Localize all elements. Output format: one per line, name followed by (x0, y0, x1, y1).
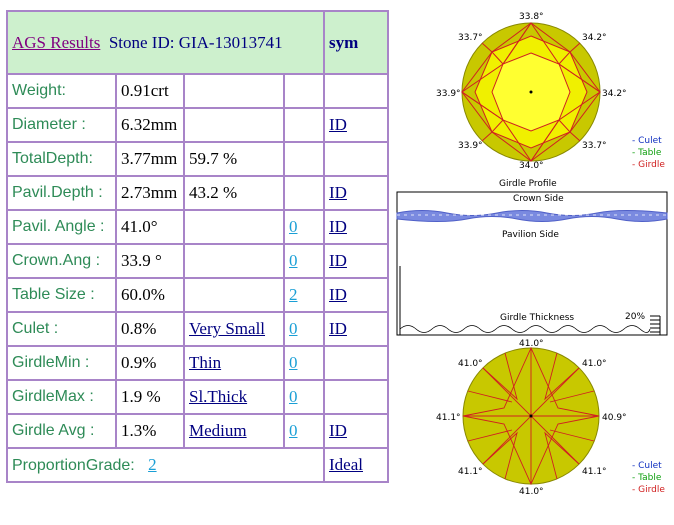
row-id-link-cell (324, 312, 388, 346)
row-extra[interactable]: Thin (189, 353, 222, 372)
row-value-cell (116, 142, 184, 176)
row-value: 1.9 % (121, 387, 161, 406)
legend-top (632, 136, 665, 170)
row-value: 2.73mm (121, 183, 178, 202)
row-id-link-cell (324, 108, 388, 142)
sym-header: sym (324, 11, 388, 74)
row-extra-cell (184, 346, 284, 380)
row-id-link-cell (324, 210, 388, 244)
row-id-link[interactable]: ID (329, 251, 347, 270)
row-num-cell (284, 346, 324, 380)
row-id-link-cell (324, 380, 388, 414)
row-label: Crown.Ang : (12, 252, 101, 269)
row-extra[interactable]: Medium (189, 421, 247, 440)
row-label: Pavil. Angle : (12, 218, 105, 235)
pavilion-side-label: Pavilion Side (502, 230, 559, 240)
table-row (7, 176, 388, 210)
row-label: Table Size : (12, 286, 95, 303)
row-label: TotalDepth: (12, 150, 93, 167)
row-label: Girdle Avg : (12, 422, 95, 439)
row-value: 1.3% (121, 421, 157, 440)
row-extra-cell (184, 312, 284, 346)
row-value-cell (116, 74, 184, 108)
row-id-link[interactable]: ID (329, 285, 347, 304)
row-label-cell (7, 176, 116, 210)
row-num-cell (284, 414, 324, 448)
row-extra[interactable]: Sl.Thick (189, 387, 248, 406)
row-num-cell (284, 210, 324, 244)
proportion-grade-cell (7, 448, 324, 482)
row-extra-cell (184, 210, 284, 244)
girdle-percent-label: 20% (625, 312, 646, 322)
row-extra-cell (184, 176, 284, 210)
row-label-cell (7, 278, 116, 312)
girdle-profile (397, 179, 667, 335)
legend-culet: - Culet (632, 136, 662, 146)
row-id-link-cell (324, 414, 388, 448)
row-label-cell (7, 380, 116, 414)
row-extra: 43.2 % (189, 183, 238, 202)
table-row (7, 108, 388, 142)
row-extra-cell (184, 414, 284, 448)
crown-side-label: Crown Side (513, 194, 564, 204)
pavilion-angle-bottom-right: 41.1° (582, 467, 607, 477)
row-num-cell (284, 74, 324, 108)
table-row (7, 312, 388, 346)
row-value-cell (116, 312, 184, 346)
row-id-link[interactable]: ID (329, 421, 347, 440)
row-extra-cell (184, 108, 284, 142)
table-row (7, 346, 388, 380)
pavilion-angle-bottom: 41.0° (519, 487, 544, 497)
row-num-cell (284, 108, 324, 142)
row-id-link-cell (324, 278, 388, 312)
row-value: 0.8% (121, 319, 157, 338)
row-num-cell (284, 142, 324, 176)
row-label: Weight: (12, 82, 66, 99)
row-label: Diameter : (12, 116, 86, 133)
table-row (7, 278, 388, 312)
table-row (7, 142, 388, 176)
legend-girdle: - Girdle (632, 160, 665, 170)
row-id-link-cell (324, 142, 388, 176)
girdle-thickness-label: Girdle Thickness (500, 313, 575, 323)
diagram-svg (392, 6, 674, 520)
row-extra: 59.7 % (189, 149, 238, 168)
row-value-cell (116, 244, 184, 278)
row-num[interactable]: 0 (289, 353, 298, 372)
legend-culet-2: - Culet (632, 461, 662, 471)
row-num[interactable]: 0 (289, 319, 298, 338)
row-extra-cell (184, 380, 284, 414)
crown-angle-top: 33.8° (519, 12, 544, 22)
pavilion-angle-top: 41.0° (519, 339, 544, 349)
crown-top-view (436, 12, 627, 171)
crown-angle-bottom: 34.0° (519, 161, 544, 171)
row-value-cell (116, 210, 184, 244)
row-value-cell (116, 380, 184, 414)
row-extra[interactable]: Very Small (189, 319, 266, 338)
ideal-link[interactable]: Ideal (329, 455, 363, 474)
pavilion-angle-left: 41.1° (436, 413, 461, 423)
row-label-cell (7, 312, 116, 346)
table-row (7, 414, 388, 448)
row-id-link-cell (324, 244, 388, 278)
row-label-cell (7, 108, 116, 142)
row-value-cell (116, 108, 184, 142)
crown-angle-top-left: 33.7° (458, 33, 483, 43)
row-extra-cell (184, 142, 284, 176)
row-value-cell (116, 278, 184, 312)
ideal-cell (324, 448, 388, 482)
legend-girdle-2: - Girdle (632, 485, 665, 495)
diagram-panel (392, 6, 674, 520)
row-num-cell (284, 176, 324, 210)
table-row (7, 74, 388, 108)
row-label: GirdleMin : (12, 354, 90, 371)
row-value-cell (116, 346, 184, 380)
row-label-cell (7, 142, 116, 176)
proportion-grade-label: ProportionGrade: (12, 457, 135, 474)
row-label-cell (7, 74, 116, 108)
row-value: 0.9% (121, 353, 157, 372)
legend-table-2: - Table (632, 473, 662, 483)
table-row (7, 244, 388, 278)
crown-angle-top-right: 34.2° (582, 33, 607, 43)
row-label-cell (7, 244, 116, 278)
row-value-cell (116, 176, 184, 210)
row-num-cell (284, 380, 324, 414)
row-id-link-cell (324, 176, 388, 210)
row-num-cell (284, 278, 324, 312)
row-id-link-cell (324, 346, 388, 380)
proportion-grade-value[interactable]: 2 (148, 455, 157, 474)
row-extra-cell (184, 74, 284, 108)
results-table (6, 10, 389, 483)
row-num[interactable]: 0 (289, 251, 298, 270)
row-extra-cell (184, 278, 284, 312)
row-value: 41.0° (121, 217, 158, 236)
pavilion-angle-bottom-left: 41.1° (458, 467, 483, 477)
row-id-link[interactable]: ID (329, 183, 347, 202)
row-label-cell (7, 414, 116, 448)
crown-angle-bottom-left: 33.9° (458, 141, 483, 151)
pavilion-angle-right: 40.9° (602, 413, 627, 423)
row-id-link-cell (324, 74, 388, 108)
row-value: 0.91crt (121, 81, 169, 100)
row-value: 60.0% (121, 285, 165, 304)
row-value: 3.77mm (121, 149, 178, 168)
row-id-link[interactable]: ID (329, 217, 347, 236)
row-num[interactable]: 2 (289, 285, 298, 304)
pavilion-bottom-view (436, 339, 627, 497)
row-num[interactable]: 0 (289, 387, 298, 406)
row-label: Pavil.Depth : (12, 184, 103, 201)
row-num[interactable]: 0 (289, 421, 298, 440)
row-label-cell (7, 210, 116, 244)
pavilion-angle-top-right: 41.0° (582, 359, 607, 369)
row-value: 33.9 ° (121, 251, 162, 270)
table-header (7, 11, 324, 74)
row-extra-cell (184, 244, 284, 278)
ags-results-link[interactable]: AGS Results (12, 33, 101, 52)
row-id-link[interactable]: ID (329, 319, 347, 338)
row-label: Culet : (12, 320, 59, 337)
legend-table: - Table (632, 148, 662, 158)
table-row (7, 210, 388, 244)
crown-angle-left: 33.9° (436, 89, 461, 99)
row-id-link[interactable]: ID (329, 115, 347, 134)
row-value-cell (116, 414, 184, 448)
row-num[interactable]: 0 (289, 217, 298, 236)
crown-angle-bottom-right: 33.7° (582, 141, 607, 151)
table-row (7, 380, 388, 414)
legend-bottom (632, 461, 665, 495)
row-label: GirdleMax : (12, 388, 94, 405)
stone-id: Stone ID: GIA-13013741 (108, 33, 283, 52)
row-label-cell (7, 346, 116, 380)
row-value: 6.32mm (121, 115, 178, 134)
crown-angle-right: 34.2° (602, 89, 627, 99)
girdle-profile-title: Girdle Profile (499, 179, 557, 189)
pavilion-angle-top-left: 41.0° (458, 359, 483, 369)
row-num-cell (284, 312, 324, 346)
row-num-cell (284, 244, 324, 278)
